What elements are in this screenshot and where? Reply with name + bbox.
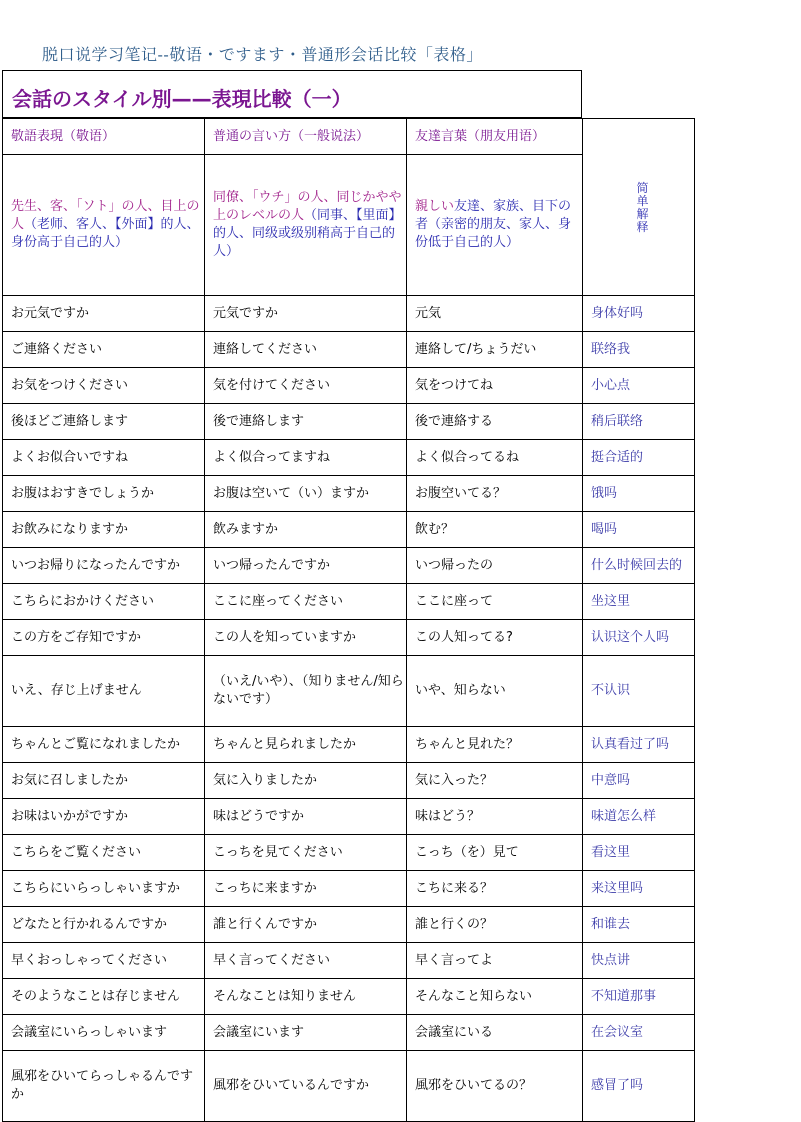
cell-cn: 味道怎么样	[583, 799, 695, 835]
cell-tomodachi: こっち（を）見て	[407, 835, 583, 871]
cell-keigo: お元気ですか	[3, 296, 205, 332]
cell-tomodachi: よく似合ってるね	[407, 440, 583, 476]
table-row	[3, 907, 695, 943]
cell-tomodachi: ここに座って	[407, 584, 583, 620]
cell-cn: 认识这个人吗	[583, 620, 695, 656]
desc-keigo-cn: （老师、客人、【外面】的人、身份高于自己的人）	[11, 217, 200, 250]
cell-futsuu: 元気ですか	[205, 296, 407, 332]
cell-keigo: いえ、存じ上げません	[3, 656, 205, 727]
cell-keigo: 早くおっしゃってください	[3, 943, 205, 979]
cell-futsuu: この人を知っていますか	[205, 620, 407, 656]
desc-tomodachi	[407, 155, 583, 296]
cell-cn: 认真看过了吗	[583, 727, 695, 763]
table-row	[3, 584, 695, 620]
cell-keigo: お腹はおすきでしょうか	[3, 476, 205, 512]
cell-futsuu: 味はどうですか	[205, 799, 407, 835]
table-row	[3, 871, 695, 907]
cell-keigo: 風邪をひいてらっしゃるんですか	[3, 1051, 205, 1122]
desc-futsuu-cn: （同事、【里面】的人、同级或级别稍高于自己的人）	[213, 208, 402, 259]
cell-cn: 身体好吗	[583, 296, 695, 332]
cell-futsuu: 会議室にいます	[205, 1015, 407, 1051]
table-row	[3, 512, 695, 548]
cell-keigo: お気をつけください	[3, 368, 205, 404]
desc-tomodachi-jp: 親しい	[415, 199, 455, 214]
cell-futsuu: 連絡してください	[205, 332, 407, 368]
cell-keigo: こちらにおかけください	[3, 584, 205, 620]
table-row	[3, 620, 695, 656]
header-kanyaku	[583, 119, 695, 296]
section-title: 会話のスタイル別——表現比較（一）	[12, 87, 352, 111]
header-tomodachi: 友達言葉（朋友用语）	[407, 119, 583, 155]
header-row	[3, 119, 695, 155]
cell-cn: 看这里	[583, 835, 695, 871]
cell-keigo: お味はいかがですか	[3, 799, 205, 835]
cell-futsuu: よく似合ってますね	[205, 440, 407, 476]
cell-tomodachi: 飲む？	[407, 512, 583, 548]
cell-tomodachi: こちに来る？	[407, 871, 583, 907]
cell-cn: 不知道那事	[583, 979, 695, 1015]
desc-futsuu-jp: 同僚、「ウチ」の人、同じかやや上のレベルの人	[213, 190, 402, 223]
desc-keigo-jp: 先生、客、「ソト」の人、目上の人	[11, 199, 200, 232]
table-row	[3, 799, 695, 835]
cell-keigo: どなたと行かれるんですか	[3, 907, 205, 943]
cell-tomodachi: 後で連絡する	[407, 404, 583, 440]
table-row	[3, 1015, 695, 1051]
cell-tomodachi: 風邪をひいてるの？	[407, 1051, 583, 1122]
cell-tomodachi: そんなこと知らない	[407, 979, 583, 1015]
table-row	[3, 727, 695, 763]
header-keigo: 敬語表現（敬语）	[3, 119, 205, 155]
cell-futsuu: 早く言ってください	[205, 943, 407, 979]
section-title-box	[2, 70, 582, 118]
cell-futsuu: 風邪をひいているんですか	[205, 1051, 407, 1122]
cell-keigo: ちゃんとご覧になれましたか	[3, 727, 205, 763]
cell-keigo: そのようなことは存じません	[3, 979, 205, 1015]
cell-cn: 不认识	[583, 656, 695, 727]
comparison-table	[2, 118, 695, 1122]
cell-tomodachi: お腹空いてる？	[407, 476, 583, 512]
cell-cn: 什么时候回去的	[583, 548, 695, 584]
cell-cn: 喝吗	[583, 512, 695, 548]
cell-keigo: お飲みになりますか	[3, 512, 205, 548]
cell-cn: 中意吗	[583, 763, 695, 799]
cell-keigo: こちらをご覧ください	[3, 835, 205, 871]
table-row	[3, 440, 695, 476]
cell-cn: 联络我	[583, 332, 695, 368]
cell-futsuu: いつ帰ったんですか	[205, 548, 407, 584]
cell-futsuu: （いえ/いや）、（知りません/知らないです）	[205, 656, 407, 727]
cell-tomodachi: いつ帰ったの	[407, 548, 583, 584]
table-row	[3, 656, 695, 727]
table-row	[3, 979, 695, 1015]
cell-futsuu: そんなことは知りません	[205, 979, 407, 1015]
cell-cn: 稍后联络	[583, 404, 695, 440]
cell-cn: 来这里吗	[583, 871, 695, 907]
cell-tomodachi: この人知ってる?	[407, 620, 583, 656]
cell-futsuu: ちゃんと見られましたか	[205, 727, 407, 763]
cell-tomodachi: ちゃんと見れた？	[407, 727, 583, 763]
table-row	[3, 835, 695, 871]
cell-tomodachi: 味はどう？	[407, 799, 583, 835]
table-row	[3, 296, 695, 332]
cell-cn: 快点讲	[583, 943, 695, 979]
cell-cn: 挺合适的	[583, 440, 695, 476]
cell-futsuu: お腹は空いて（い）ますか	[205, 476, 407, 512]
cell-keigo: ご連絡ください	[3, 332, 205, 368]
cell-cn: 感冒了吗	[583, 1051, 695, 1122]
cell-keigo: 後ほどご連絡します	[3, 404, 205, 440]
cell-cn: 坐这里	[583, 584, 695, 620]
cell-futsuu: 気を付けてください	[205, 368, 407, 404]
table-row	[3, 404, 695, 440]
table-row	[3, 332, 695, 368]
cell-futsuu: ここに座ってください	[205, 584, 407, 620]
cell-futsuu: 後で連絡します	[205, 404, 407, 440]
table-row	[3, 476, 695, 512]
cell-keigo: お気に召しましたか	[3, 763, 205, 799]
cell-cn: 小心点	[583, 368, 695, 404]
cell-tomodachi: 気に入った？	[407, 763, 583, 799]
cell-keigo: いつお帰りになったんですか	[3, 548, 205, 584]
table-row	[3, 1051, 695, 1122]
desc-keigo	[3, 155, 205, 296]
table-row	[3, 943, 695, 979]
desc-tomodachi-cn: 友達、家族、目下の者（亲密的朋友、家人、身份低于自己的人）	[415, 199, 572, 250]
cell-tomodachi: 早く言ってよ	[407, 943, 583, 979]
cell-keigo: よくお似合いですね	[3, 440, 205, 476]
table-row	[3, 548, 695, 584]
table-row	[3, 368, 695, 404]
cell-futsuu: 誰と行くんですか	[205, 907, 407, 943]
cell-keigo: 会議室にいらっしゃいます	[3, 1015, 205, 1051]
cell-futsuu: こっちに来ますか	[205, 871, 407, 907]
cell-futsuu: 気に入りましたか	[205, 763, 407, 799]
cell-cn: 和谁去	[583, 907, 695, 943]
cell-cn: 在会议室	[583, 1015, 695, 1051]
cell-tomodachi: 会議室にいる	[407, 1015, 583, 1051]
cell-cn: 饿吗	[583, 476, 695, 512]
cell-futsuu: 飲みますか	[205, 512, 407, 548]
header-futsuu: 普通の言い方（一般说法）	[205, 119, 407, 155]
cell-keigo: こちらにいらっしゃいますか	[3, 871, 205, 907]
header-kanyaku-text: 简单解释	[636, 181, 649, 234]
table-row	[3, 763, 695, 799]
cell-tomodachi: 誰と行くの？	[407, 907, 583, 943]
cell-tomodachi: 気をつけてね	[407, 368, 583, 404]
cell-futsuu: こっちを見てください	[205, 835, 407, 871]
document-title: 脱口说学习笔记--敬语・ですます・普通形会话比较「表格」	[42, 45, 483, 64]
cell-tomodachi: いや、知らない	[407, 656, 583, 727]
cell-tomodachi: 連絡して/ちょうだい	[407, 332, 583, 368]
desc-futsuu	[205, 155, 407, 296]
cell-tomodachi: 元気	[407, 296, 583, 332]
cell-keigo: この方をご存知ですか	[3, 620, 205, 656]
